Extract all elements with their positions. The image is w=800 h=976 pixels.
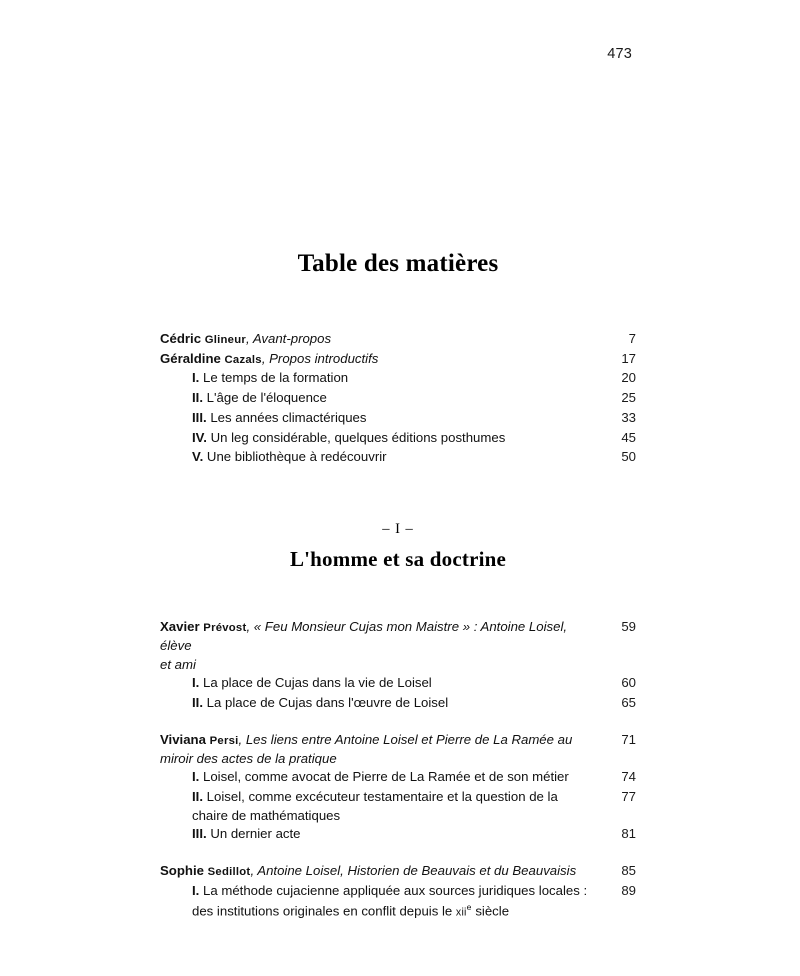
toc-subentry-page: 50 <box>621 449 636 465</box>
toc-entry-label <box>160 618 602 655</box>
section-label: La méthode cujacienne appliquée aux sources juridiques locales : <box>203 882 588 898</box>
toc-subentry[interactable] <box>160 768 636 787</box>
toc-subentry-page: 89 <box>621 882 636 898</box>
entry-title: , Antoine Loisel, Historien de Beauvais et du Beauvaisis <box>250 863 577 879</box>
section-label: L'âge de l'éloquence <box>206 390 327 406</box>
ordinal-suffix: e <box>466 901 472 912</box>
toc-entry-label <box>160 731 602 750</box>
toc-entry-page: 7 <box>628 331 636 346</box>
toc-subentry-label <box>192 674 602 693</box>
toc-entry[interactable] <box>160 330 636 349</box>
toc-subentry-page: 77 <box>621 789 636 805</box>
section-label: La place de Cujas dans l'œuvre de Loisel <box>206 695 449 711</box>
section-number: II. <box>192 390 203 406</box>
toc-subentry-label <box>192 389 602 408</box>
toc-entry[interactable] <box>160 731 636 750</box>
toc-entry[interactable] <box>160 618 636 655</box>
section-label: La place de Cujas dans la vie de Loisel <box>203 675 432 691</box>
toc-group <box>160 618 636 713</box>
author-last-name: Glineur <box>204 334 247 346</box>
section-number: I. <box>192 769 200 785</box>
toc-subentry[interactable] <box>160 429 636 448</box>
toc-subentry-page: 65 <box>621 695 636 711</box>
page-title: Table des matières <box>297 250 499 277</box>
toc-group <box>160 731 636 844</box>
toc-subentry-label <box>192 429 602 448</box>
section-number: I. <box>192 675 200 691</box>
section-number: III. <box>192 409 207 425</box>
author-first-name: Viviana <box>160 731 206 747</box>
author-last-name: Cazals <box>224 353 262 366</box>
section-number: I. <box>192 370 200 386</box>
author-first-name: Cédric <box>160 331 202 346</box>
part-title: L'homme et sa doctrine <box>289 547 507 572</box>
toc-entry-title-continuation: miroir des actes de la pratique <box>160 750 337 766</box>
section-label: Loisel, comme avocat de Pierre de La Ramée et de son métier <box>203 769 569 785</box>
author-last-name: Sedillot <box>207 866 251 879</box>
toc-subentry[interactable] <box>160 788 636 807</box>
entry-title: , Avant-propos <box>246 331 332 346</box>
toc-subentry-page: 45 <box>621 429 636 445</box>
toc-entry-page: 85 <box>621 863 636 879</box>
toc-subentry-page: 74 <box>621 769 636 785</box>
author-last-name: Prévost <box>203 622 247 635</box>
toc-subentry-continuation: chaire de mathématiques <box>192 807 341 823</box>
toc-subentry-continuation <box>160 901 636 921</box>
toc-entry[interactable] <box>160 350 636 369</box>
section-number: I. <box>192 882 200 898</box>
toc-subentry-page: 33 <box>621 409 636 425</box>
toc-subentry-page: 60 <box>621 675 636 691</box>
toc-subentry-label <box>192 369 602 388</box>
toc-entry-page: 59 <box>621 619 636 635</box>
part-heading <box>160 521 636 572</box>
part-number: – I – <box>382 521 414 538</box>
continuation-text-pre: des institutions originales en conflit depuis le <box>192 903 456 919</box>
section-label: Loisel, comme excécuteur testamentaire et la question de la <box>206 789 558 805</box>
page-number: 473 <box>607 46 632 62</box>
toc-subentry-label <box>192 768 602 787</box>
entry-title: , Les liens entre Antoine Loisel et Pierre de La Ramée au <box>238 731 573 747</box>
toc-entry[interactable] <box>160 862 636 881</box>
toc-subentry[interactable] <box>160 389 636 408</box>
toc-subentry-page: 20 <box>621 370 636 386</box>
section-number: II. <box>192 695 203 711</box>
toc-subentry-label <box>192 788 602 807</box>
toc-subentry-label <box>192 825 602 844</box>
author-first-name: Géraldine <box>160 350 221 366</box>
section-number: V. <box>192 449 204 465</box>
section-label: Le temps de la formation <box>203 370 349 386</box>
entry-title: , Propos introductifs <box>261 350 379 366</box>
author-last-name: Persi <box>209 734 239 747</box>
toc-subentry[interactable] <box>160 448 636 467</box>
toc-subentry-label <box>192 882 602 901</box>
toc-subentry[interactable] <box>160 825 636 844</box>
toc-subentry-label <box>192 448 602 467</box>
toc-subentry-page: 81 <box>621 826 636 842</box>
toc-entry-page: 17 <box>621 350 636 366</box>
section-number: III. <box>192 826 207 842</box>
continuation-text-tail: siècle <box>471 903 510 919</box>
section-label: Un leg considérable, quelques éditions posthumes <box>210 429 506 445</box>
toc-entry-title-continuation: et ami <box>160 656 196 672</box>
toc-subentry[interactable] <box>160 882 636 901</box>
toc-subentry[interactable] <box>160 694 636 713</box>
author-first-name: Sophie <box>160 863 204 879</box>
author-first-name: Xavier <box>160 619 200 635</box>
table-of-contents <box>160 250 636 921</box>
section-number: IV. <box>192 429 207 445</box>
toc-subentry[interactable] <box>160 674 636 693</box>
section-label: Les années climactériques <box>210 409 367 425</box>
toc-entry-label <box>160 330 602 349</box>
section-label: Un dernier acte <box>210 826 301 842</box>
toc-subentry[interactable] <box>160 409 636 428</box>
toc-subentry-page: 25 <box>621 390 636 406</box>
toc-group <box>160 862 636 921</box>
toc-entry-label <box>160 350 602 369</box>
entry-title: , « Feu Monsieur Cujas mon Maistre » : Antoine Loisel, élève <box>160 619 568 653</box>
section-label: Une bibliothèque à redécouvrir <box>206 449 387 465</box>
toc-subentry-label <box>192 409 602 428</box>
toc-entry-label <box>160 862 602 881</box>
section-number: II. <box>192 789 203 805</box>
toc-subentry[interactable] <box>160 369 636 388</box>
century-roman-numeral: xii <box>455 906 467 919</box>
toc-subentry-label <box>192 694 602 713</box>
toc-entry-page: 71 <box>621 731 636 747</box>
